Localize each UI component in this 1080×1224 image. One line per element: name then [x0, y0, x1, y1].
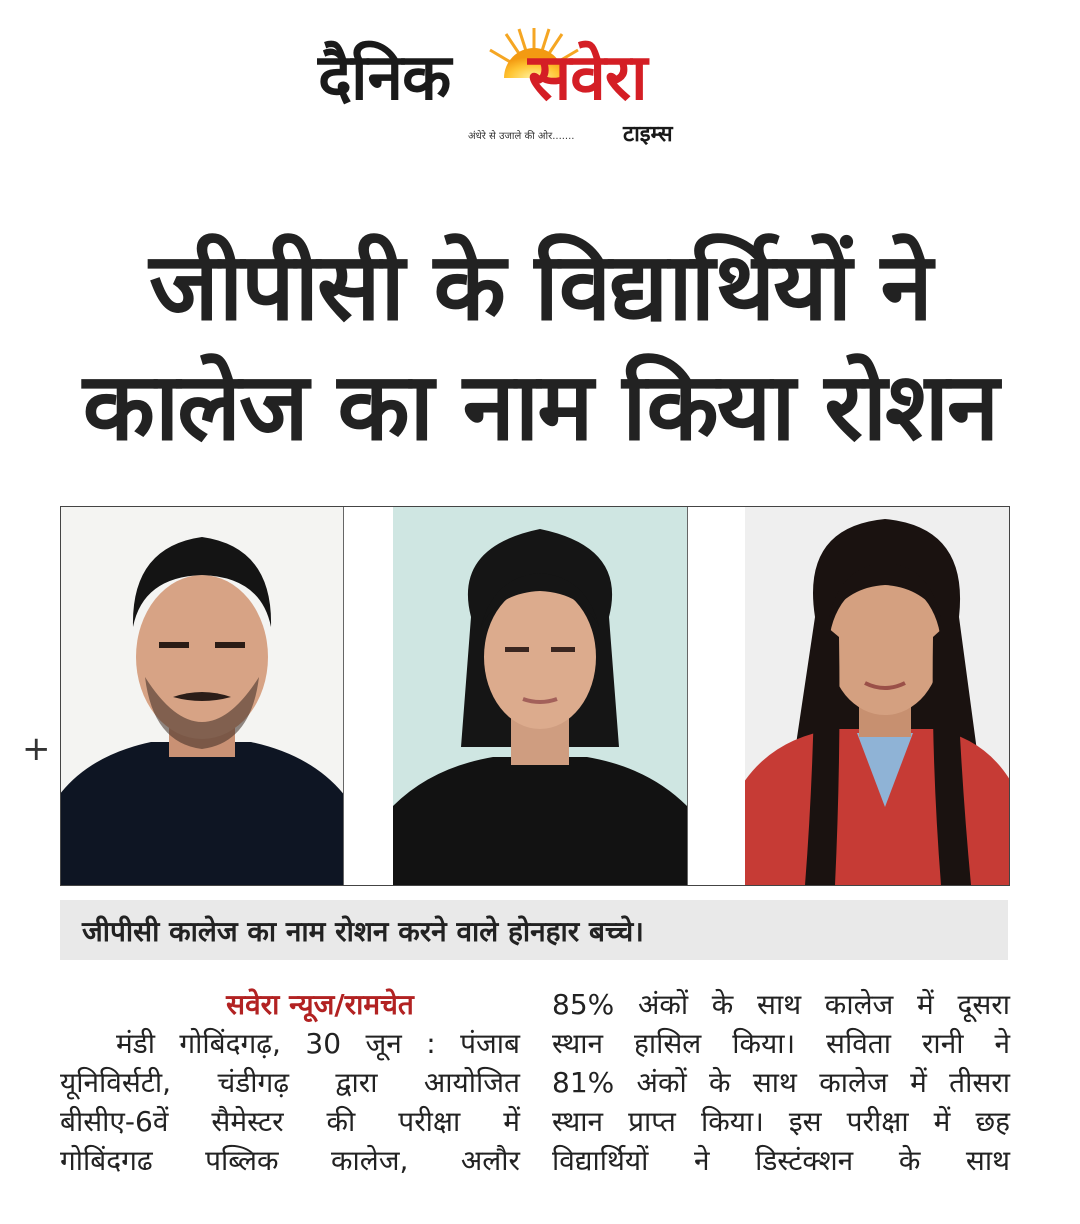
- newspaper-masthead: [318, 18, 718, 147]
- article-line: यूनिविर्सटी, चंडीगढ़ द्वारा आयोजित: [60, 1066, 520, 1099]
- article-line: विद्यार्थियों ने डिस्टंक्शन के साथ: [552, 1144, 1010, 1177]
- article-byline: सवेरा न्यूज/रामचेत: [226, 988, 414, 1021]
- masthead-brand-part2: सवेरा: [528, 41, 647, 115]
- photo-caption: जीपीसी कालेज का नाम रोशन करने वाले होनहार बच्चे।: [82, 915, 644, 948]
- masthead-brand-suffix: टाइम्स: [623, 122, 673, 147]
- article-headline: [40, 228, 1040, 468]
- masthead-tagline: अंधेरे से उजाले की ओर.......: [468, 131, 575, 142]
- article-line: स्थान प्राप्त किया। इस परीक्षा में छह: [552, 1105, 1010, 1138]
- crop-mark-icon: +: [22, 729, 51, 769]
- article-column-left: [60, 985, 520, 1180]
- student-photo-strip: [60, 506, 1010, 886]
- article-line: बीसीए-6वें सैमेस्टर की परीक्षा में: [60, 1105, 520, 1138]
- headline-line-2: कालेज का नाम किया रोशन: [82, 353, 998, 462]
- photo-divider: [687, 507, 688, 885]
- photo-divider: [343, 507, 344, 885]
- student-photo-1: [61, 507, 343, 885]
- article-line: स्थान हासिल किया। सविता रानी ने: [552, 1027, 1010, 1060]
- headline-line-1: जीपीसी के विद्यार्थियों ने: [149, 233, 931, 342]
- article-line: 81% अंकों के साथ कालेज में तीसरा: [552, 1066, 1010, 1099]
- article-line: गोबिंदगढ पब्लिक कालेज, अलौर: [60, 1144, 520, 1177]
- article-line: मंडी गोबिंदगढ़, 30 जून : पंजाब: [116, 1027, 520, 1060]
- photo-caption-bar: [60, 900, 1008, 960]
- student-photo-3: [745, 507, 1009, 885]
- masthead-brand-part1: दैनिक: [318, 41, 451, 115]
- student-photo-2: [393, 507, 687, 885]
- article-column-right: [552, 985, 1010, 1180]
- article-line: 85% अंकों के साथ कालेज में दूसरा: [552, 988, 1010, 1021]
